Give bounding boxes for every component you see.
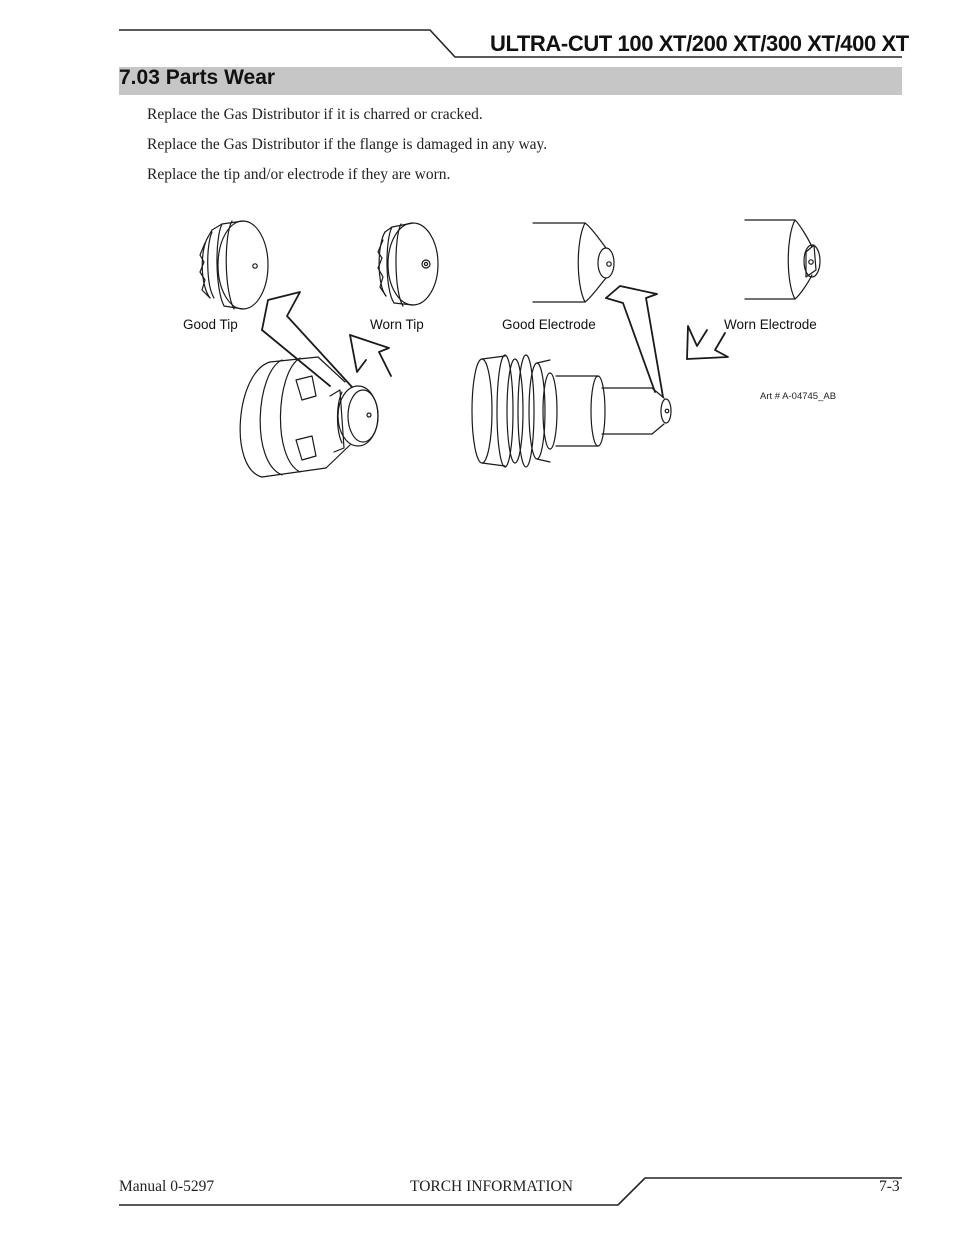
footer-manual-number: Manual 0-5297 bbox=[119, 1178, 215, 1195]
section-heading: 7.03 Parts Wear bbox=[119, 66, 276, 89]
worn-electrode-label: Worn Electrode bbox=[724, 317, 817, 332]
worn-tip-label: Worn Tip bbox=[370, 317, 424, 332]
footer-chapter: TORCH INFORMATION bbox=[410, 1178, 573, 1195]
document-title: ULTRA-CUT 100 XT/200 XT/300 XT/400 XT bbox=[490, 31, 909, 56]
instruction-gas-distributor-flange: Replace the Gas Distributor if the flange is damaged in any way. bbox=[147, 136, 548, 153]
art-number: Art # A-04745_AB bbox=[760, 391, 837, 402]
footer-page-number: 7-3 bbox=[879, 1178, 900, 1195]
good-tip-label: Good Tip bbox=[183, 317, 238, 332]
instruction-gas-distributor-charred: Replace the Gas Distributor if it is charred or cracked. bbox=[147, 106, 483, 123]
instruction-tip-electrode-worn: Replace the tip and/or electrode if they are worn. bbox=[147, 166, 451, 183]
good-electrode-label: Good Electrode bbox=[502, 317, 596, 332]
